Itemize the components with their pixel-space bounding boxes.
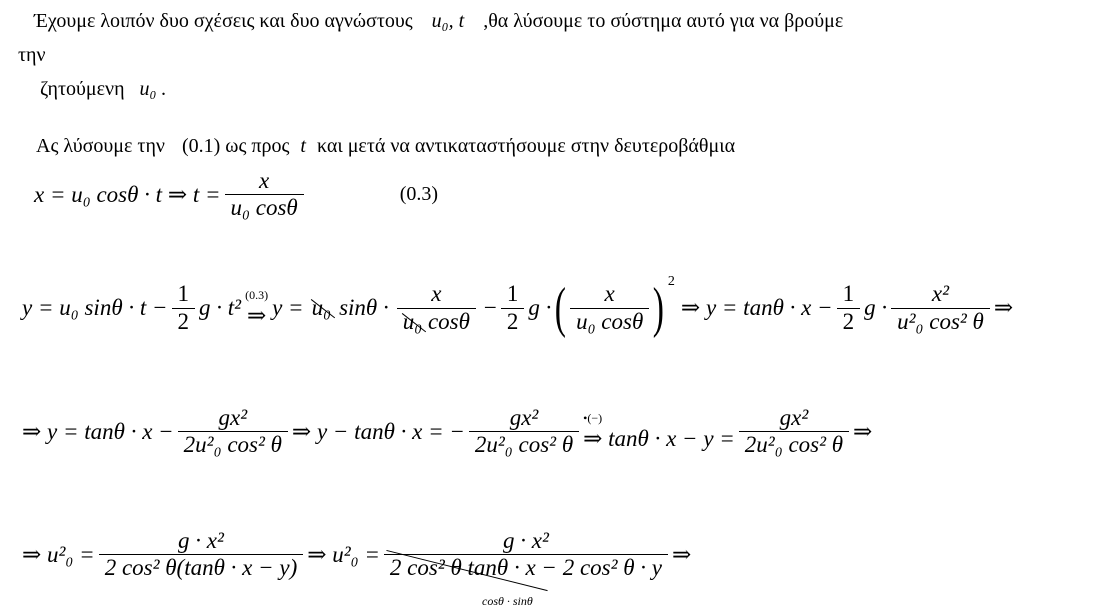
cos-sin-note: cosθ · sinθ <box>482 594 533 608</box>
equation-tan-rearrange: ⇒ y = tanθ · x − $\frac{\text{gx²}}{\text{2u²₀ cos² θ}}$ ⇒ y − tanθ · x = − $\frac{\text{gx²}}{\text{2u²₀ cos² θ}}$ •(−) ⇒ tanθ · x − y = $\frac{\text{gx²}}{\text{2u²₀ cos² θ}}$ ⇒ <box>22 405 873 458</box>
implication-with-ref: (0.3) ⇒ <box>245 287 269 328</box>
cancelled-u0-den: u₀ <box>402 308 423 334</box>
paragraph-line-1: Έχουμε λοιπόν δυο σχέσεις και δυο αγνώστους u₀, t ,θα λύσουμε το σύστημα αυτό για να βρούμε <box>34 10 844 32</box>
equation-label: (0.3) <box>399 183 439 206</box>
fraction-t: $\frac{x}{\text{u₀ cosθ}}$ <box>225 168 304 222</box>
unknowns-var: u₀, t <box>431 10 465 32</box>
cancelled-u0: u₀ <box>311 295 332 320</box>
equation-u0-squared: ⇒ u²₀ = $\frac{\text{g · x²}}{\text{2 cos² θ(tanθ · x − y)}}$ ⇒ u²₀ = $\frac{\text{g · x²}}{\text{2 cos² θ tanθ · x − 2 cos² θ · y}}$ ⇒ <box>22 528 692 581</box>
equation-0-3: x = u₀ cosθ · t ⇒ t = $\frac{x}{\text{u₀ cosθ}}$ (0.3) <box>34 168 439 221</box>
paragraph-line-2: την <box>18 44 46 66</box>
multiply-minus-note: •(−) ⇒ tanθ · x − y = <box>583 411 735 452</box>
u0-var: u₀ . <box>139 78 167 100</box>
step-intro: Ας λύσουμε την (0.1) ως προς t και μετά να αντικαταστήσουμε στην δευτεροβάθμια <box>36 135 736 157</box>
fraction-x-over-u0cos: $\frac{x}{\text{u₀ cosθ}}$ <box>397 281 476 335</box>
cancelled-cos-tan: 2 cos² θ tanθ · x <box>389 555 536 581</box>
paragraph-line-3: ζητούμενη u₀ . <box>40 78 167 100</box>
equation-y-substitution: y = u₀ sinθ · t − $\frac{1}{2}$ g · t² (0.3) ⇒ y = u₀ sinθ · $\frac{x}{\text{u₀ cosθ}}$ − $\frac{1}{2}$ g · ( $\frac{x}{\text{u₀ cosθ}}$ ) 2 ⇒ y = tanθ · x − $\frac{1}{2}$ g · $\frac{\text{x²}}{\text{u²₀ cos² θ}}$ ⇒ <box>22 274 1014 339</box>
